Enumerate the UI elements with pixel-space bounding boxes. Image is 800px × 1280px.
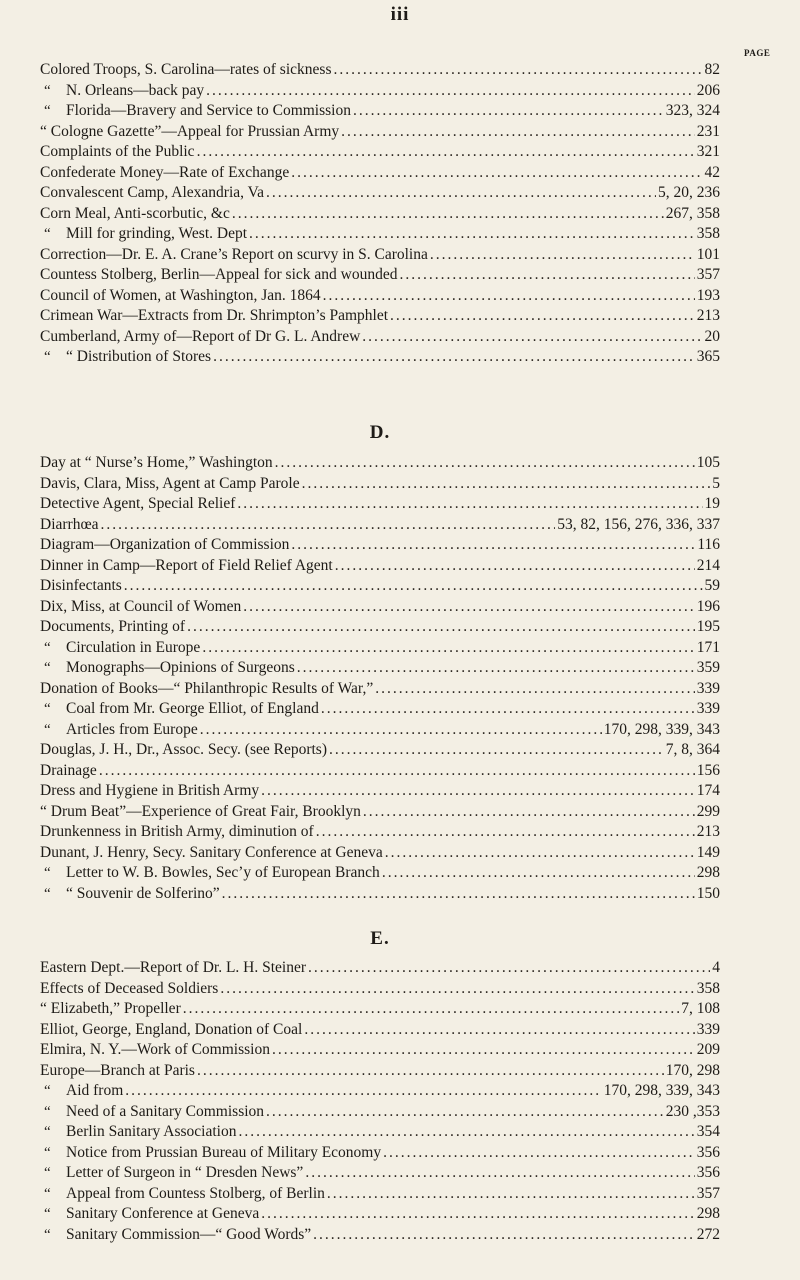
dot-leader — [183, 999, 680, 1020]
index-entry — [40, 884, 720, 905]
entry-label: Drunkenness in British Army, diminution of — [40, 823, 314, 840]
entry-label: Day at “ Nurse’s Home,” Washington — [40, 454, 273, 471]
entry-label: Letter to W. B. Bowles, Sec’y of European Branch — [66, 864, 380, 881]
entry-page-numbers: 339 — [696, 679, 720, 697]
entry-page-numbers: 213 — [696, 307, 720, 324]
dot-leader — [335, 556, 695, 577]
section-heading-e: E. — [370, 928, 390, 949]
entry-label: Mill for grinding, West. Dept — [66, 225, 248, 242]
dot-leader — [291, 163, 702, 184]
entry-label: Dunant, J. Henry, Secy. Sanitary Conference at Geneva — [40, 843, 383, 861]
entry-page-numbers: 209 — [696, 1041, 720, 1058]
entry-label: Florida—Bravery and Service to Commission — [66, 102, 351, 119]
dot-leader — [238, 1122, 694, 1143]
entry-label: Donation of Books—“ Philanthropic Results of War,” — [40, 679, 374, 697]
entry-label: Crimean War—Extracts from Dr. Shrimpton’s Pamphlet — [40, 307, 389, 324]
index-entry — [40, 1020, 720, 1041]
entry-page-numbers: 20 — [704, 327, 720, 345]
index-entry — [40, 122, 720, 143]
entry-label: Articles from Europe — [66, 720, 198, 738]
dot-leader — [200, 720, 602, 741]
dot-leader — [197, 1061, 664, 1082]
index-entry — [40, 183, 720, 204]
entry-page-numbers: 214 — [696, 556, 720, 574]
entry-label: Disinfectants — [40, 577, 122, 594]
index-entry — [40, 204, 720, 225]
entry-label: Davis, Clara, Miss, Agent at Camp Parole — [40, 474, 300, 492]
ditto-mark: “ — [44, 1083, 51, 1099]
entry-label: Douglas, J. H., Dr., Assoc. Secy. (see Reports) — [40, 741, 327, 758]
index-entry — [40, 597, 720, 618]
dot-leader — [213, 347, 695, 368]
index-entry — [40, 245, 720, 266]
entry-page-numbers: 196 — [696, 597, 720, 615]
entry-label: Berlin Sanitary Association — [66, 1123, 237, 1140]
index-entry — [40, 1081, 720, 1102]
dot-leader — [125, 1081, 601, 1102]
entry-page-numbers: 59 — [704, 577, 720, 594]
entry-label: Corn Meal, Anti-scorbutic, &c — [40, 204, 230, 222]
dot-leader — [321, 699, 695, 720]
dot-leader — [341, 122, 695, 143]
dot-leader — [297, 658, 695, 679]
ditto-mark: “ — [44, 226, 51, 242]
dot-leader — [390, 306, 695, 327]
entry-page-numbers: 150 — [696, 884, 720, 902]
entry-page-numbers: 358 — [696, 979, 720, 997]
index-entry — [40, 1225, 720, 1246]
index-entry — [40, 556, 720, 577]
dot-leader — [249, 224, 695, 245]
ditto-mark: “ — [44, 1226, 51, 1243]
entry-page-numbers: 206 — [696, 81, 720, 99]
index-entry — [40, 576, 720, 597]
index-entry — [40, 761, 720, 782]
dot-leader — [261, 1204, 695, 1225]
entry-page-numbers: 298 — [696, 1205, 720, 1222]
section-heading-d: D. — [369, 422, 391, 443]
entry-page-numbers: 272 — [696, 1225, 720, 1243]
entry-page-numbers: 339 — [696, 700, 720, 717]
index-entry — [40, 265, 720, 286]
entry-label: Appeal from Countess Stolberg, of Berlin — [66, 1184, 325, 1202]
entry-page-numbers: 213 — [696, 823, 720, 840]
dot-leader — [308, 958, 710, 979]
entry-label: Council of Women, at Washington, Jan. 1864 — [40, 286, 321, 304]
index-entry — [40, 453, 720, 474]
entry-page-numbers: 357 — [696, 266, 720, 283]
index-entry — [40, 740, 720, 761]
ditto-mark: “ — [44, 103, 51, 119]
index-entry — [40, 163, 720, 184]
ditto-mark: “ — [44, 660, 51, 676]
dot-leader — [399, 265, 694, 286]
entry-page-numbers: 357 — [696, 1184, 720, 1202]
index-entry — [40, 101, 720, 122]
index-entry — [40, 494, 720, 515]
entry-label: Confederate Money—Rate of Exchange — [40, 163, 290, 181]
entry-label: Eastern Dept.—Report of Dr. L. H. Steiner — [40, 959, 307, 976]
index-entry — [40, 347, 720, 368]
index-entry — [40, 474, 720, 495]
entry-label: Effects of Deceased Soldiers — [40, 979, 219, 997]
dot-leader — [232, 204, 664, 225]
entry-label: Sanitary Conference at Geneva — [66, 1205, 260, 1222]
dot-leader — [333, 60, 702, 81]
entry-label: Cumberland, Army of—Report of Dr G. L. Andrew — [40, 327, 361, 345]
entry-page-numbers: 101 — [696, 245, 720, 263]
index-entry — [40, 224, 720, 245]
entry-page-numbers: 5 — [712, 474, 720, 492]
entry-label: Convalescent Camp, Alexandria, Va — [40, 184, 264, 201]
entry-page-numbers: 19 — [704, 495, 720, 512]
entry-label: Europe—Branch at Paris — [40, 1061, 195, 1079]
ditto-mark: “ — [44, 349, 51, 365]
index-entry — [40, 1204, 720, 1225]
dot-leader — [222, 884, 695, 905]
dot-leader — [101, 515, 556, 536]
entry-page-numbers: 195 — [696, 618, 720, 635]
entry-label: “ Drum Beat”—Experience of Great Fair, Brooklyn — [40, 802, 361, 820]
index-entry — [40, 1163, 720, 1184]
page-number: iii — [390, 4, 410, 25]
entry-label: Correction—Dr. E. A. Crane’s Report on scurvy in S. Carolina — [40, 245, 428, 263]
ditto-mark: “ — [44, 865, 51, 881]
entry-page-numbers: 7, 8, 364 — [665, 741, 720, 758]
index-entry — [40, 617, 720, 638]
index-entry — [40, 999, 720, 1020]
entry-label: Drainage — [40, 761, 97, 779]
entry-label: Circulation in Europe — [66, 638, 201, 656]
ditto-mark: “ — [44, 1206, 51, 1222]
index-entry — [40, 863, 720, 884]
entry-page-numbers: 170, 298 — [665, 1061, 720, 1079]
entry-page-numbers: 356 — [696, 1164, 720, 1181]
entry-page-numbers: 156 — [696, 761, 720, 779]
entry-label: Coal from Mr. George Elliot, of England — [66, 700, 319, 717]
dot-leader — [430, 245, 695, 266]
dot-leader — [124, 576, 703, 597]
entry-page-numbers: 359 — [696, 659, 720, 676]
ditto-mark: “ — [44, 639, 51, 656]
index-entry — [40, 81, 720, 102]
entry-page-numbers: 365 — [696, 348, 720, 365]
index-entry — [40, 638, 720, 659]
dot-leader — [243, 597, 694, 618]
dot-leader — [382, 863, 695, 884]
dot-leader — [385, 843, 695, 864]
dot-leader — [353, 101, 664, 122]
dot-leader — [329, 740, 664, 761]
dot-leader — [363, 802, 695, 823]
dot-leader — [323, 286, 695, 307]
entry-label: Complaints of the Public — [40, 143, 195, 160]
ditto-mark: “ — [44, 1144, 51, 1161]
dot-leader — [272, 1040, 695, 1061]
dot-leader — [313, 1225, 695, 1246]
entry-page-numbers: 53, 82, 156, 276, 336, 337 — [557, 515, 720, 533]
entry-label: Monographs—Opinions of Surgeons — [66, 659, 295, 676]
index-entry — [40, 781, 720, 802]
index-entry — [40, 60, 720, 81]
entry-label: Sanitary Commission—“ Good Words” — [66, 1225, 312, 1243]
index-entry — [40, 1143, 720, 1164]
entry-label: Dress and Hygiene in British Army — [40, 782, 260, 799]
index-entry — [40, 1061, 720, 1082]
entry-page-numbers: 171 — [696, 638, 720, 656]
dot-leader — [261, 781, 695, 802]
dot-leader — [220, 979, 694, 1000]
entry-page-numbers: 267, 358 — [665, 204, 720, 222]
dot-leader — [202, 638, 694, 659]
entry-page-numbers: 358 — [696, 225, 720, 242]
entry-page-numbers: 298 — [696, 864, 720, 881]
entry-page-numbers: 5, 20, 236 — [658, 184, 720, 201]
entry-label: Detective Agent, Special Relief — [40, 495, 236, 512]
index-entry — [40, 1122, 720, 1143]
index-section-d — [40, 453, 720, 904]
index-entry — [40, 535, 720, 556]
dot-leader — [237, 494, 702, 515]
index-entry — [40, 720, 720, 741]
index-entry — [40, 699, 720, 720]
index-entry — [40, 822, 720, 843]
dot-leader — [266, 1102, 664, 1123]
index-entry — [40, 979, 720, 1000]
dot-leader — [266, 183, 656, 204]
dot-leader — [383, 1143, 695, 1164]
entry-page-numbers: 230 ,353 — [665, 1102, 720, 1120]
index-entry — [40, 515, 720, 536]
index-entry — [40, 958, 720, 979]
dot-leader — [327, 1184, 695, 1205]
entry-label: Notice from Prussian Bureau of Military Economy — [66, 1143, 382, 1161]
entry-label: Elliot, George, England, Donation of Coal — [40, 1020, 303, 1038]
entry-page-numbers: 299 — [696, 802, 720, 820]
entry-page-numbers: 193 — [696, 286, 720, 304]
entry-label: Letter of Surgeon in “ Dresden News” — [66, 1164, 304, 1181]
index-entry — [40, 286, 720, 307]
entry-label: “ Souvenir de Solferino” — [66, 884, 220, 902]
ditto-mark: “ — [44, 701, 51, 717]
ditto-mark: “ — [44, 1185, 51, 1202]
dot-leader — [302, 474, 711, 495]
entry-page-numbers: 323, 324 — [665, 102, 720, 119]
dot-leader — [304, 1020, 694, 1041]
entry-page-numbers: 231 — [696, 122, 720, 140]
entry-page-numbers: 116 — [697, 536, 720, 553]
entry-page-numbers: 174 — [696, 782, 720, 799]
entry-page-numbers: 170, 298, 339, 343 — [603, 1082, 720, 1099]
dot-leader — [305, 1163, 694, 1184]
index-entry — [40, 802, 720, 823]
entry-label: Diagram—Organization of Commission — [40, 536, 290, 553]
dot-leader — [187, 617, 695, 638]
entry-page-numbers: 339 — [696, 1020, 720, 1038]
dot-leader — [197, 142, 695, 163]
dot-leader — [275, 453, 695, 474]
index-entry — [40, 306, 720, 327]
entry-label: Colored Troops, S. Carolina—rates of sickness — [40, 61, 332, 78]
entry-page-numbers: 354 — [696, 1123, 720, 1140]
entry-page-numbers: 149 — [696, 843, 720, 861]
entry-label: Aid from — [66, 1082, 124, 1099]
ditto-mark: “ — [44, 1103, 51, 1120]
dot-leader — [362, 327, 702, 348]
entry-label: Countess Stolberg, Berlin—Appeal for sick and wounded — [40, 266, 398, 283]
entry-label: “ Cologne Gazette”—Appeal for Prussian Army — [40, 122, 340, 140]
ditto-mark: “ — [44, 1165, 51, 1181]
entry-page-numbers: 105 — [696, 454, 720, 471]
index-entry — [40, 1040, 720, 1061]
dot-leader — [316, 822, 695, 843]
index-section-c — [40, 60, 720, 368]
entry-label: “ Distribution of Stores — [66, 348, 212, 365]
entry-page-numbers: 7, 108 — [681, 1000, 720, 1017]
index-entry — [40, 658, 720, 679]
entry-label: Documents, Printing of — [40, 618, 186, 635]
entry-page-numbers: 82 — [704, 61, 720, 78]
index-section-e — [40, 958, 720, 1245]
entry-label: “ Elizabeth,” Propeller — [40, 1000, 181, 1017]
ditto-mark: “ — [44, 885, 51, 902]
entry-page-numbers: 170, 298, 339, 343 — [603, 720, 720, 738]
entry-label: Diarrhœa — [40, 515, 99, 533]
index-entry — [40, 1102, 720, 1123]
index-entry — [40, 327, 720, 348]
entry-page-numbers: 356 — [696, 1143, 720, 1161]
index-entry — [40, 679, 720, 700]
index-entry — [40, 1184, 720, 1205]
entry-label: Need of a Sanitary Commission — [66, 1102, 265, 1120]
entry-page-numbers: 42 — [704, 163, 720, 181]
entry-page-numbers: 321 — [696, 143, 720, 160]
entry-label: N. Orleans—back pay — [66, 81, 205, 99]
ditto-mark: “ — [44, 1124, 51, 1140]
dot-leader — [375, 679, 695, 700]
entry-label: Dinner in Camp—Report of Field Relief Agent — [40, 556, 333, 574]
entry-label: Elmira, N. Y.—Work of Commission — [40, 1041, 270, 1058]
index-entry — [40, 843, 720, 864]
index-entry — [40, 142, 720, 163]
dot-leader — [291, 535, 695, 556]
entry-label: Dix, Miss, at Council of Women — [40, 597, 242, 615]
entry-page-numbers: 4 — [712, 959, 720, 976]
dot-leader — [206, 81, 695, 102]
page-column-label: PAGE — [744, 48, 771, 58]
ditto-mark: “ — [44, 721, 51, 738]
ditto-mark: “ — [44, 82, 51, 99]
dot-leader — [99, 761, 695, 782]
